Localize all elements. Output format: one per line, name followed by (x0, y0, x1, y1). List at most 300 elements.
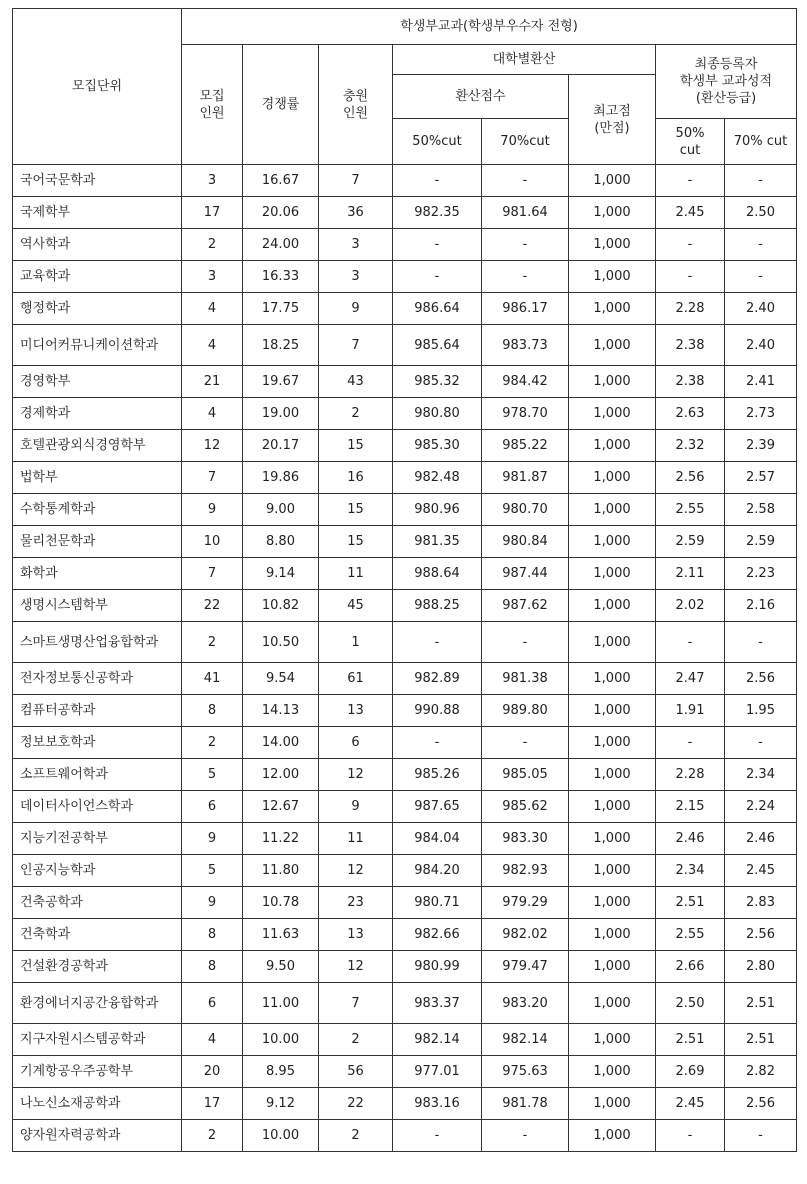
table-cell: 14.13 (243, 695, 319, 727)
table-cell: 2.46 (656, 823, 725, 855)
table-cell: 2.51 (656, 1024, 725, 1056)
table-cell: 2.56 (725, 663, 797, 695)
table-cell: 1,000 (569, 165, 656, 197)
table-cell: 2 (182, 622, 243, 663)
table-cell: 8.80 (243, 526, 319, 558)
unit-name-cell: 인공지능학과 (13, 855, 182, 887)
table-cell: 3 (319, 261, 393, 293)
table-row (13, 855, 797, 887)
table-cell: 2.32 (656, 430, 725, 462)
table-cell: 1,000 (569, 293, 656, 325)
table-cell: 980.84 (482, 526, 569, 558)
header-quota: 모집 인원 (182, 45, 243, 165)
table-cell: 15 (319, 494, 393, 526)
table-cell: - (393, 1120, 482, 1152)
table-cell: 8 (182, 919, 243, 951)
table-cell: 6 (182, 983, 243, 1024)
table-cell: 2.73 (725, 398, 797, 430)
table-cell: 12 (319, 855, 393, 887)
table-cell: 2.59 (656, 526, 725, 558)
table-cell: 2.66 (656, 951, 725, 983)
header-grade-cut50: 50% cut (656, 119, 725, 165)
table-cell: 1,000 (569, 261, 656, 293)
table-cell: 1,000 (569, 887, 656, 919)
table-cell: 2.51 (725, 983, 797, 1024)
table-cell: 975.63 (482, 1056, 569, 1088)
table-cell: 2.24 (725, 791, 797, 823)
header-score: 환산점수 (393, 75, 569, 119)
table-cell: 20 (182, 1056, 243, 1088)
table-cell: 17.75 (243, 293, 319, 325)
header-additional: 충원 인원 (319, 45, 393, 165)
table-cell: 12.00 (243, 759, 319, 791)
unit-name-cell: 건축학과 (13, 919, 182, 951)
table-cell: 2.59 (725, 526, 797, 558)
table-cell: 1,000 (569, 1024, 656, 1056)
table-cell: 1,000 (569, 1088, 656, 1120)
table-row (13, 494, 797, 526)
table-cell: 3 (182, 165, 243, 197)
table-cell: 985.32 (393, 366, 482, 398)
header-cut70: 70%cut (482, 119, 569, 165)
table-cell: 7 (319, 983, 393, 1024)
table-cell: 982.48 (393, 462, 482, 494)
header-conversion: 대학별환산 (393, 45, 656, 75)
unit-name-cell: 호텔관광외식경영학부 (13, 430, 182, 462)
table-cell: 2.39 (725, 430, 797, 462)
table-cell: 983.16 (393, 1088, 482, 1120)
table-cell: - (482, 1120, 569, 1152)
table-row (13, 197, 797, 229)
unit-name-cell: 물리천문학과 (13, 526, 182, 558)
table-cell: 980.71 (393, 887, 482, 919)
table-cell: 984.04 (393, 823, 482, 855)
table-cell: 989.80 (482, 695, 569, 727)
table-cell: 1,000 (569, 325, 656, 366)
unit-name-cell: 스마트생명산업융합학과 (13, 622, 182, 663)
header-ratio: 경쟁률 (243, 45, 319, 165)
table-cell: 982.66 (393, 919, 482, 951)
table-cell: 2.34 (656, 855, 725, 887)
table-cell: 61 (319, 663, 393, 695)
table-cell: 1,000 (569, 430, 656, 462)
table-cell: 2.28 (656, 293, 725, 325)
table-cell: 6 (319, 727, 393, 759)
table-row (13, 558, 797, 590)
table-cell: 1,000 (569, 494, 656, 526)
table-cell: 1,000 (569, 695, 656, 727)
unit-name-cell: 행정학과 (13, 293, 182, 325)
table-row (13, 590, 797, 622)
unit-name-cell: 국제학부 (13, 197, 182, 229)
table-cell: 982.14 (393, 1024, 482, 1056)
table-cell: 24.00 (243, 229, 319, 261)
table-cell: - (393, 165, 482, 197)
table-cell: 13 (319, 695, 393, 727)
table-row (13, 526, 797, 558)
header-unit: 모집단위 (13, 9, 182, 165)
table-cell: 4 (182, 1024, 243, 1056)
table-cell: 4 (182, 293, 243, 325)
table-cell: 22 (319, 1088, 393, 1120)
table-cell: 1,000 (569, 791, 656, 823)
table-cell: - (393, 727, 482, 759)
table-row (13, 430, 797, 462)
table-cell: 2.69 (656, 1056, 725, 1088)
table-row (13, 919, 797, 951)
table-cell: 1,000 (569, 398, 656, 430)
table-cell: 14.00 (243, 727, 319, 759)
table-row (13, 791, 797, 823)
table-cell: 9 (319, 293, 393, 325)
unit-name-cell: 정보보호학과 (13, 727, 182, 759)
table-row (13, 983, 797, 1024)
table-cell: 56 (319, 1056, 393, 1088)
table-cell: 981.38 (482, 663, 569, 695)
table-cell: 985.30 (393, 430, 482, 462)
table-cell: 2.28 (656, 759, 725, 791)
table-cell: - (656, 622, 725, 663)
table-row (13, 261, 797, 293)
table-row (13, 759, 797, 791)
table-cell: - (482, 727, 569, 759)
table-cell: 2.38 (656, 366, 725, 398)
table-cell: - (725, 261, 797, 293)
table-cell: 1,000 (569, 197, 656, 229)
table-cell: - (725, 165, 797, 197)
table-cell: 11.00 (243, 983, 319, 1024)
table-cell: 1,000 (569, 823, 656, 855)
table-row (13, 695, 797, 727)
table-cell: 987.62 (482, 590, 569, 622)
table-cell: 981.87 (482, 462, 569, 494)
unit-name-cell: 건축공학과 (13, 887, 182, 919)
table-cell: 15 (319, 526, 393, 558)
unit-name-cell: 국어국문학과 (13, 165, 182, 197)
table-cell: 1,000 (569, 663, 656, 695)
table-cell: 12 (182, 430, 243, 462)
header-final: 최종등록자 학생부 교과성적 (환산등급) (656, 45, 797, 119)
table-cell: 984.20 (393, 855, 482, 887)
table-cell: 10.00 (243, 1120, 319, 1152)
table-cell: 979.29 (482, 887, 569, 919)
table-cell: 985.05 (482, 759, 569, 791)
table-cell: 16.33 (243, 261, 319, 293)
table-cell: 43 (319, 366, 393, 398)
table-cell: 12 (319, 951, 393, 983)
table-cell: 977.01 (393, 1056, 482, 1088)
table-cell: 979.47 (482, 951, 569, 983)
table-cell: 5 (182, 759, 243, 791)
table-cell: 9 (182, 823, 243, 855)
table-cell: 13 (319, 919, 393, 951)
unit-name-cell: 컴퓨터공학과 (13, 695, 182, 727)
table-cell: 2.02 (656, 590, 725, 622)
table-cell: 1.95 (725, 695, 797, 727)
table-row (13, 229, 797, 261)
table-row (13, 887, 797, 919)
table-cell: 4 (182, 398, 243, 430)
table-row (13, 823, 797, 855)
table-cell: 986.17 (482, 293, 569, 325)
table-cell: 2.56 (656, 462, 725, 494)
table-cell: 2.40 (725, 293, 797, 325)
table-cell: 4 (182, 325, 243, 366)
table-cell: 15 (319, 430, 393, 462)
table-cell: 2.45 (725, 855, 797, 887)
table-cell: - (482, 261, 569, 293)
table-cell: 36 (319, 197, 393, 229)
table-cell: 1,000 (569, 1056, 656, 1088)
table-cell: 983.30 (482, 823, 569, 855)
table-cell: 988.64 (393, 558, 482, 590)
table-row (13, 1024, 797, 1056)
header-cut50: 50%cut (393, 119, 482, 165)
table-row (13, 1056, 797, 1088)
header-grade-cut70: 70% cut (725, 119, 797, 165)
table-cell: 985.22 (482, 430, 569, 462)
unit-name-cell: 수학통계학과 (13, 494, 182, 526)
table-cell: 9 (319, 791, 393, 823)
table-cell: 2.38 (656, 325, 725, 366)
table-cell: 2.16 (725, 590, 797, 622)
table-cell: 11 (319, 823, 393, 855)
table-cell: 1,000 (569, 462, 656, 494)
table-cell: 2.83 (725, 887, 797, 919)
table-cell: 1,000 (569, 1120, 656, 1152)
table-cell: 2 (182, 727, 243, 759)
table-cell: 978.70 (482, 398, 569, 430)
table-cell: 17 (182, 1088, 243, 1120)
table-row (13, 325, 797, 366)
table-cell: 2.56 (725, 1088, 797, 1120)
table-cell: 2 (319, 1120, 393, 1152)
table-cell: 2 (182, 229, 243, 261)
table-cell: 6 (182, 791, 243, 823)
unit-name-cell: 지능기전공학부 (13, 823, 182, 855)
table-cell: - (482, 165, 569, 197)
table-cell: 9.14 (243, 558, 319, 590)
table-cell: 19.86 (243, 462, 319, 494)
table-cell: 2.51 (725, 1024, 797, 1056)
table-cell: 1.91 (656, 695, 725, 727)
table-cell: 2.23 (725, 558, 797, 590)
table-cell: - (656, 727, 725, 759)
table-cell: - (725, 622, 797, 663)
table-cell: 1,000 (569, 622, 656, 663)
table-cell: 1,000 (569, 951, 656, 983)
table-cell: 20.17 (243, 430, 319, 462)
table-cell: 1,000 (569, 526, 656, 558)
table-cell: 2.57 (725, 462, 797, 494)
table-row (13, 727, 797, 759)
table-cell: 1 (319, 622, 393, 663)
table-row (13, 165, 797, 197)
unit-name-cell: 환경에너지공간융합학과 (13, 983, 182, 1024)
table-cell: 2.63 (656, 398, 725, 430)
table-cell: 5 (182, 855, 243, 887)
table-row (13, 1120, 797, 1152)
table-cell: 984.42 (482, 366, 569, 398)
table-cell: 17 (182, 197, 243, 229)
table-cell: 3 (182, 261, 243, 293)
table-cell: - (393, 622, 482, 663)
table-cell: 7 (319, 165, 393, 197)
table-cell: - (393, 261, 482, 293)
table-cell: 982.93 (482, 855, 569, 887)
table-cell: 983.37 (393, 983, 482, 1024)
table-row (13, 663, 797, 695)
table-body (13, 165, 797, 1152)
table-cell: 1,000 (569, 727, 656, 759)
table-cell: 981.64 (482, 197, 569, 229)
unit-name-cell: 교육학과 (13, 261, 182, 293)
table-cell: 2.80 (725, 951, 797, 983)
table-cell: 19.00 (243, 398, 319, 430)
unit-name-cell: 나노신소재공학과 (13, 1088, 182, 1120)
table-cell: 10.78 (243, 887, 319, 919)
table-cell: 2.82 (725, 1056, 797, 1088)
table-cell: - (393, 229, 482, 261)
table-cell: 10 (182, 526, 243, 558)
unit-name-cell: 역사학과 (13, 229, 182, 261)
table-cell: 16.67 (243, 165, 319, 197)
table-row (13, 1088, 797, 1120)
table-cell: 985.64 (393, 325, 482, 366)
table-cell: 2.55 (656, 494, 725, 526)
unit-name-cell: 경영학부 (13, 366, 182, 398)
table-cell: 1,000 (569, 366, 656, 398)
unit-name-cell: 법학부 (13, 462, 182, 494)
table-cell: 1,000 (569, 983, 656, 1024)
table-cell: 990.88 (393, 695, 482, 727)
table-cell: 982.02 (482, 919, 569, 951)
table-cell: 9.12 (243, 1088, 319, 1120)
table-cell: 12 (319, 759, 393, 791)
table-cell: 987.44 (482, 558, 569, 590)
table-cell: 21 (182, 366, 243, 398)
table-cell: 1,000 (569, 919, 656, 951)
table-row (13, 622, 797, 663)
unit-name-cell: 지구자원시스템공학과 (13, 1024, 182, 1056)
table-cell: 9 (182, 494, 243, 526)
table-cell: 1,000 (569, 759, 656, 791)
table-cell: 9.50 (243, 951, 319, 983)
table-cell: 980.99 (393, 951, 482, 983)
table-cell: 2.56 (725, 919, 797, 951)
table-cell: 987.65 (393, 791, 482, 823)
table-row (13, 398, 797, 430)
table-cell: 980.80 (393, 398, 482, 430)
table-cell: 2.15 (656, 791, 725, 823)
table-cell: 2.41 (725, 366, 797, 398)
table-cell: 985.26 (393, 759, 482, 791)
table-cell: 45 (319, 590, 393, 622)
table-cell: 2.45 (656, 197, 725, 229)
table-cell: 2.45 (656, 1088, 725, 1120)
unit-name-cell: 소프트웨어학과 (13, 759, 182, 791)
table-cell: 9 (182, 887, 243, 919)
table-row (13, 462, 797, 494)
table-cell: 2.55 (656, 919, 725, 951)
table-row (13, 951, 797, 983)
table-cell: 980.70 (482, 494, 569, 526)
table-cell: 7 (182, 462, 243, 494)
table-cell: - (656, 261, 725, 293)
table-cell: 1,000 (569, 558, 656, 590)
table-cell: 11.22 (243, 823, 319, 855)
table-cell: 983.73 (482, 325, 569, 366)
table-cell: 2.34 (725, 759, 797, 791)
admission-results-table (12, 8, 797, 1152)
table-cell: 2 (319, 1024, 393, 1056)
unit-name-cell: 화학과 (13, 558, 182, 590)
table-cell: 8.95 (243, 1056, 319, 1088)
unit-name-cell: 전자정보통신공학과 (13, 663, 182, 695)
table-cell: - (725, 229, 797, 261)
table-cell: - (725, 1120, 797, 1152)
table-cell: - (656, 229, 725, 261)
table-cell: 7 (319, 325, 393, 366)
table-cell: 2.11 (656, 558, 725, 590)
table-cell: 8 (182, 695, 243, 727)
table-cell: 981.35 (393, 526, 482, 558)
table-cell: 980.96 (393, 494, 482, 526)
table-row (13, 366, 797, 398)
table-cell: 16 (319, 462, 393, 494)
table-cell: 41 (182, 663, 243, 695)
table-cell: 2.50 (725, 197, 797, 229)
table-cell: 982.89 (393, 663, 482, 695)
unit-name-cell: 미디어커뮤니케이션학과 (13, 325, 182, 366)
table-cell: - (482, 622, 569, 663)
table-cell: 2.51 (656, 887, 725, 919)
table-cell: 11.80 (243, 855, 319, 887)
table-cell: 2.47 (656, 663, 725, 695)
table-cell: 2.46 (725, 823, 797, 855)
table-cell: 10.00 (243, 1024, 319, 1056)
unit-name-cell: 기계항공우주공학부 (13, 1056, 182, 1088)
table-cell: 19.67 (243, 366, 319, 398)
table-cell: 2 (182, 1120, 243, 1152)
unit-name-cell: 데이터사이언스학과 (13, 791, 182, 823)
table-cell: 2.40 (725, 325, 797, 366)
table-cell: 983.20 (482, 983, 569, 1024)
table-cell: 9.00 (243, 494, 319, 526)
table-cell: 23 (319, 887, 393, 919)
table-cell: 11 (319, 558, 393, 590)
table-cell: 7 (182, 558, 243, 590)
table-row (13, 293, 797, 325)
table-cell: - (482, 229, 569, 261)
unit-name-cell: 건설환경공학과 (13, 951, 182, 983)
table-cell: 2 (319, 398, 393, 430)
table-cell: - (656, 165, 725, 197)
table-cell: - (725, 727, 797, 759)
table-cell: - (656, 1120, 725, 1152)
table-cell: 986.64 (393, 293, 482, 325)
table-cell: 985.62 (482, 791, 569, 823)
unit-name-cell: 경제학과 (13, 398, 182, 430)
table-cell: 988.25 (393, 590, 482, 622)
table-cell: 11.63 (243, 919, 319, 951)
table-cell: 10.82 (243, 590, 319, 622)
table-cell: 3 (319, 229, 393, 261)
table-cell: 1,000 (569, 590, 656, 622)
table-cell: 9.54 (243, 663, 319, 695)
table-cell: 1,000 (569, 855, 656, 887)
table-cell: 1,000 (569, 229, 656, 261)
